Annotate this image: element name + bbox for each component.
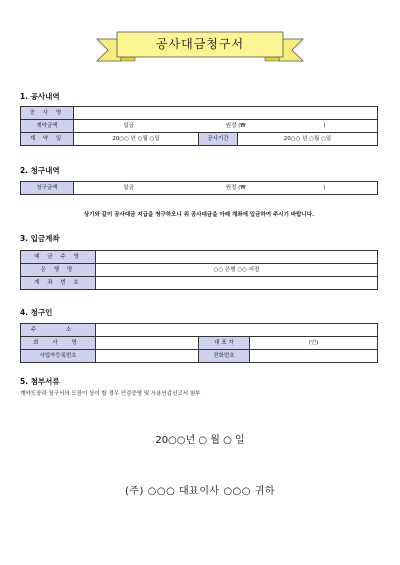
table-row xyxy=(21,120,378,133)
claim-statement: 상기와 같이 공사대금 지급을 청구하오니 위 공사대금을 아래 계좌에 입금하여 주시기 바랍니다. xyxy=(83,212,315,218)
bizno-label: 사업자등록번호 xyxy=(21,350,96,363)
claimant-table xyxy=(20,323,378,363)
table-row xyxy=(21,107,378,120)
depositor-label: 예 금 주 명 xyxy=(21,251,96,264)
section5-heading: 5. 첨부서류 xyxy=(20,377,60,386)
contract-amount-label: 계약금액 xyxy=(21,120,74,133)
claim-amount-field[interactable] xyxy=(74,182,378,195)
address-field[interactable] xyxy=(96,324,378,337)
phone-label: 전화번호 xyxy=(199,350,250,363)
recipient-line: (주) ○○○ 대표이사 ○○○ 귀하 xyxy=(125,486,275,497)
company-label: 회 사 명 xyxy=(21,337,96,350)
account-field[interactable] xyxy=(96,277,378,290)
section2-heading: 2. 청구내역 xyxy=(20,166,60,175)
title-banner xyxy=(95,31,305,63)
won-label: 원정 (₩ xyxy=(225,123,246,129)
bizno-field[interactable] xyxy=(96,350,199,363)
claim-amount-label: 청구금액 xyxy=(21,182,74,195)
table-row xyxy=(21,337,378,350)
company-field[interactable] xyxy=(96,337,199,350)
period-label: 공사기간 xyxy=(199,133,238,146)
account-table xyxy=(20,250,378,290)
bank-field[interactable]: ○○ 은행 ○○ 지점 xyxy=(96,264,378,277)
project-name-field[interactable] xyxy=(74,107,378,120)
table-row xyxy=(21,182,378,195)
contract-date-label: 계 약 일 xyxy=(21,133,74,146)
document-date: 20○○년 ○ 월 ○ 일 xyxy=(155,435,245,446)
bank-label: 은 행 명 xyxy=(21,264,96,277)
project-name-label: 공 사 명 xyxy=(21,107,74,120)
section4-heading: 4. 청구인 xyxy=(20,308,53,317)
section3-heading: 3. 입금계좌 xyxy=(20,234,60,243)
representative-field[interactable]: (인) xyxy=(250,337,378,350)
phone-field[interactable] xyxy=(250,350,378,363)
address-label: 주 소 xyxy=(21,324,96,337)
amount-prefix: 일금 xyxy=(123,185,134,191)
won-label: 원정 (₩ xyxy=(225,185,246,191)
period-field[interactable]: 20○○ 년 ○월 ○일 xyxy=(238,133,378,146)
attachment-note: 계약도장과 청구서의 도장이 상이 할 경우 인감증명 및 사용인감신고서 첨부 xyxy=(20,391,201,397)
project-table xyxy=(20,106,378,146)
close-paren: ) xyxy=(323,185,326,191)
table-row xyxy=(21,264,378,277)
table-row xyxy=(21,251,378,264)
table-row xyxy=(21,324,378,337)
account-label: 계 좌 번 호 xyxy=(21,277,96,290)
contract-amount-field[interactable] xyxy=(74,120,378,133)
representative-label: 대 표 자 xyxy=(199,337,250,350)
table-row xyxy=(21,277,378,290)
table-row xyxy=(21,350,378,363)
document-title: 공사대금청구서 xyxy=(155,37,245,51)
claim-table xyxy=(20,181,378,195)
depositor-field[interactable] xyxy=(96,251,378,264)
amount-prefix: 일금 xyxy=(123,123,134,129)
contract-date-field[interactable]: 20○○ 년 ○월 ○일 xyxy=(74,133,199,146)
table-row xyxy=(21,133,378,146)
close-paren: ) xyxy=(323,123,326,129)
section1-heading: 1. 공사내역 xyxy=(20,92,60,101)
